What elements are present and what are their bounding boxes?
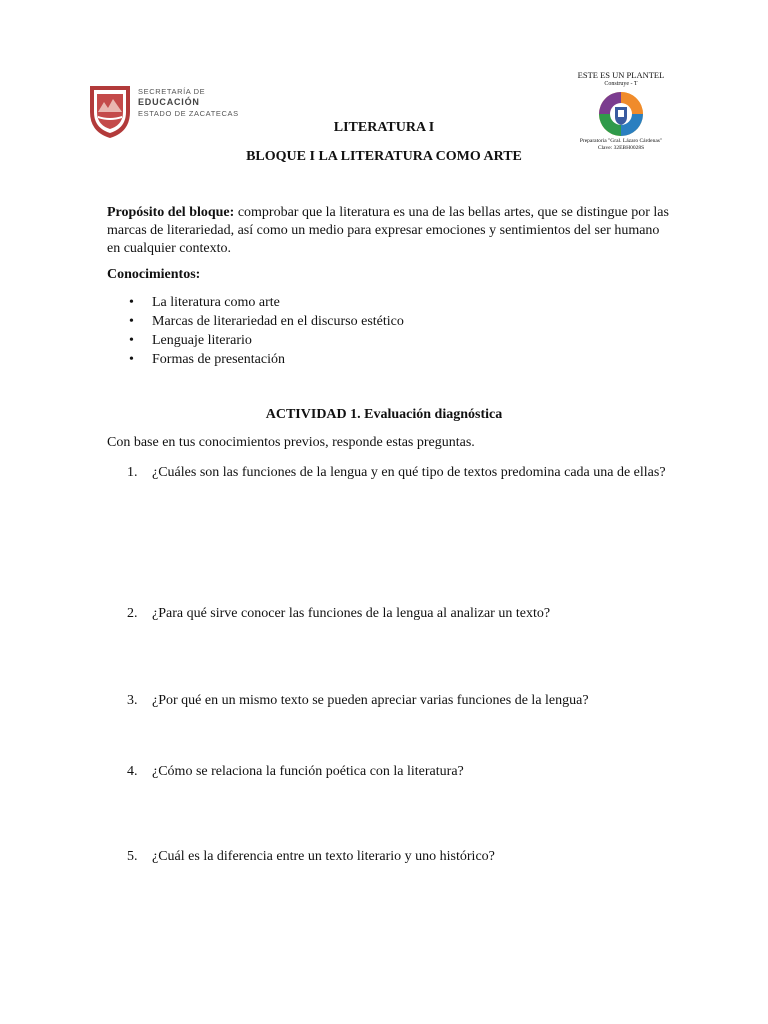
knowledge-list bbox=[107, 293, 404, 369]
plantel-school-name: Preparatoria "Gral. Lázaro Cárdenas" bbox=[579, 138, 663, 144]
knowledge-heading: Conocimientos: bbox=[107, 267, 201, 282]
bullet-icon: • bbox=[129, 352, 134, 367]
logo-line-educacion: EDUCACIÓN bbox=[138, 97, 200, 107]
question-number: 2. bbox=[127, 606, 138, 621]
bullet-icon: • bbox=[129, 333, 134, 348]
bullet-icon: • bbox=[129, 314, 134, 329]
bullet-icon: • bbox=[129, 295, 134, 310]
logo-line-secretaria: SECRETARÍA DE bbox=[138, 87, 206, 96]
course-title: LITERATURA I bbox=[333, 120, 435, 135]
purpose-paragraph bbox=[107, 204, 667, 258]
instructions-text: Con base en tus conocimientos previos, responde estas preguntas. bbox=[107, 435, 475, 450]
list-item: • Lenguaje literario bbox=[129, 333, 252, 348]
question-text: ¿Cómo se relaciona la función poética con la literatura? bbox=[152, 764, 464, 779]
plantel-subtitle: Construye - T bbox=[604, 81, 638, 87]
question-number: 5. bbox=[127, 849, 138, 864]
purpose-text-line1: comprobar que la literatura es una de las bellas artes, que se distingue por las bbox=[234, 205, 669, 220]
block-title: BLOQUE I LA LITERATURA COMO ARTE bbox=[246, 149, 522, 164]
plantel-construye-t-logo bbox=[566, 68, 676, 160]
list-item: • La literatura como arte bbox=[129, 295, 280, 310]
plantel-title: ESTE ES UN PLANTEL bbox=[577, 70, 665, 80]
activity-title: ACTIVIDAD 1. Evaluación diagnóstica bbox=[265, 407, 503, 422]
question-number: 4. bbox=[127, 764, 138, 779]
purpose-text-line2: marcas de literariedad, así como un medio para expresar emociones y sentimientos del ser humano bbox=[107, 223, 660, 238]
question-number: 3. bbox=[127, 693, 138, 708]
question-text: ¿Cuál es la diferencia entre un texto literario y uno histórico? bbox=[152, 849, 495, 864]
list-item: • Formas de presentación bbox=[129, 352, 285, 367]
logo-line-estado: ESTADO DE ZACATECAS bbox=[138, 109, 239, 118]
purpose-text-line3: en cualquier contexto. bbox=[107, 241, 232, 256]
question-text: ¿Por qué en un mismo texto se pueden apreciar varias funciones de la lengua? bbox=[152, 693, 589, 708]
purpose-label: Propósito del bloque: bbox=[107, 205, 235, 220]
question-text: ¿Para qué sirve conocer las funciones de la lengua al analizar un texto? bbox=[152, 606, 551, 621]
list-item: • Marcas de literariedad en el discurso estético bbox=[129, 314, 404, 329]
question-text: ¿Cuáles son las funciones de la lengua y en qué tipo de textos predomina cada una de ellas? bbox=[152, 465, 666, 480]
plantel-clave: Clave: 32EBH0028S bbox=[597, 145, 645, 151]
question-number: 1. bbox=[127, 465, 138, 480]
